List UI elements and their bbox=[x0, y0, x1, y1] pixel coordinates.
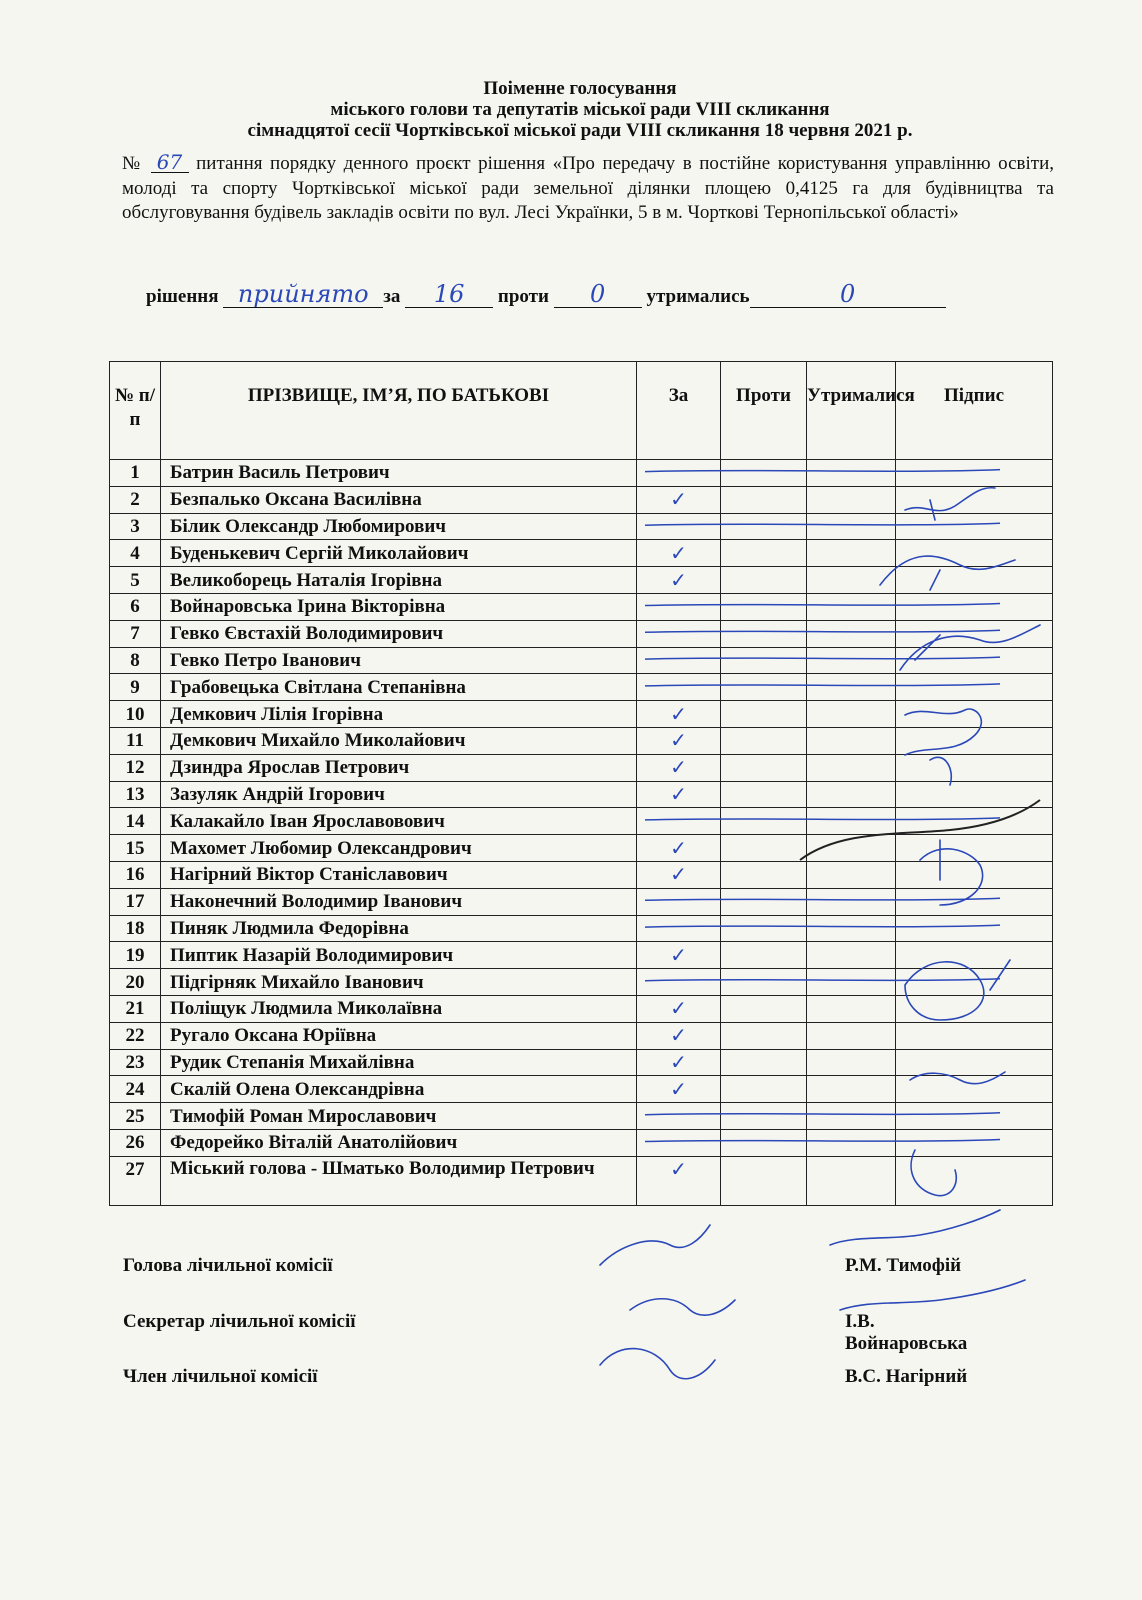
vote-against-cell bbox=[721, 915, 807, 942]
decision-value: прийнято bbox=[237, 280, 369, 308]
signature-cell bbox=[896, 701, 1053, 728]
row-number: 15 bbox=[110, 835, 161, 862]
check-mark: ✓ bbox=[670, 487, 687, 512]
row-number: 5 bbox=[110, 567, 161, 594]
table-row bbox=[110, 969, 1053, 996]
member-name: Рудик Степанія Михайлівна bbox=[161, 1049, 637, 1076]
member-name: Войнаровська Ірина Вікторівна bbox=[161, 593, 637, 620]
row-number: 23 bbox=[110, 1049, 161, 1076]
member-name: Поліщук Людмила Миколаївна bbox=[161, 995, 637, 1022]
signature-cell bbox=[896, 781, 1053, 808]
signature-cell bbox=[896, 1103, 1053, 1130]
vote-against-cell bbox=[721, 808, 807, 835]
vote-for-cell bbox=[637, 513, 721, 540]
vote-for-cell bbox=[637, 460, 721, 487]
signature-cell bbox=[896, 486, 1053, 513]
vote-against-cell bbox=[721, 888, 807, 915]
vote-abstain-cell bbox=[807, 593, 896, 620]
signature-cell bbox=[896, 593, 1053, 620]
vote-for-cell bbox=[637, 995, 721, 1022]
row-number: 3 bbox=[110, 513, 161, 540]
vote-abstain-cell bbox=[807, 674, 896, 701]
abstain-value-field bbox=[750, 280, 946, 308]
signature-cell bbox=[896, 995, 1053, 1022]
commission-member-name: В.С. Нагірний bbox=[845, 1366, 968, 1387]
heading-line-1: Поіменне голосування bbox=[483, 78, 677, 99]
row-number: 11 bbox=[110, 727, 161, 754]
vote-against-cell bbox=[721, 727, 807, 754]
vote-against-cell bbox=[721, 835, 807, 862]
check-mark: ✓ bbox=[670, 755, 687, 780]
member-name: Демкович Михайло Миколайович bbox=[161, 727, 637, 754]
header-name: ПРІЗВИЩЕ, ІМ’Я, ПО БАТЬКОВІ bbox=[161, 362, 637, 460]
vote-abstain-cell bbox=[807, 486, 896, 513]
member-name: Демкович Лілія Ігорівна bbox=[161, 701, 637, 728]
commission-role: Голова лічильної комісії bbox=[123, 1255, 333, 1276]
vote-abstain-cell bbox=[807, 1156, 896, 1205]
vote-against-cell bbox=[721, 593, 807, 620]
table-row bbox=[110, 1022, 1053, 1049]
check-mark: ✓ bbox=[670, 701, 687, 726]
member-name: Тимофій Роман Мирославович bbox=[161, 1103, 637, 1130]
vote-abstain-cell bbox=[807, 754, 896, 781]
vote-against-cell bbox=[721, 861, 807, 888]
check-mark: ✓ bbox=[670, 540, 687, 565]
vote-abstain-cell bbox=[807, 781, 896, 808]
vote-for-cell bbox=[637, 781, 721, 808]
row-number: 22 bbox=[110, 1022, 161, 1049]
row-number: 10 bbox=[110, 701, 161, 728]
table-row bbox=[110, 861, 1053, 888]
vote-for-cell bbox=[637, 1022, 721, 1049]
table-row bbox=[110, 1129, 1053, 1156]
table-row bbox=[110, 1076, 1053, 1103]
signature-cell bbox=[896, 620, 1053, 647]
vote-abstain-cell bbox=[807, 888, 896, 915]
table-row bbox=[110, 1103, 1053, 1130]
for-value-field bbox=[405, 280, 493, 308]
member-name: Скалій Олена Олександрівна bbox=[161, 1076, 637, 1103]
vote-for-cell bbox=[637, 888, 721, 915]
against-label: проти bbox=[497, 286, 549, 307]
member-name: Буденькевич Сергій Миколайович bbox=[161, 540, 637, 567]
member-name: Наконечний Володимир Іванович bbox=[161, 888, 637, 915]
vote-abstain-cell bbox=[807, 942, 896, 969]
vote-for-cell bbox=[637, 727, 721, 754]
vote-for-cell bbox=[637, 754, 721, 781]
table-row bbox=[110, 674, 1053, 701]
vote-abstain-cell bbox=[807, 727, 896, 754]
table-row bbox=[110, 888, 1053, 915]
against-value-field bbox=[554, 280, 642, 308]
document-heading bbox=[110, 78, 1050, 141]
row-number: 6 bbox=[110, 593, 161, 620]
for-value: 16 bbox=[433, 280, 465, 308]
signature-cell bbox=[896, 567, 1053, 594]
row-number: 2 bbox=[110, 486, 161, 513]
vote-against-cell bbox=[721, 1103, 807, 1130]
vote-for-cell bbox=[637, 942, 721, 969]
vote-abstain-cell bbox=[807, 701, 896, 728]
check-mark: ✓ bbox=[670, 1023, 687, 1048]
vote-for-cell bbox=[637, 1076, 721, 1103]
signature-cell bbox=[896, 1156, 1053, 1205]
vote-for-cell bbox=[637, 1129, 721, 1156]
vote-for-cell bbox=[637, 567, 721, 594]
commission-member-name: Р.М. Тимофій bbox=[845, 1255, 962, 1276]
check-mark: ✓ bbox=[670, 942, 687, 967]
member-name: Батрин Василь Петрович bbox=[161, 460, 637, 487]
member-name: Махомет Любомир Олександрович bbox=[161, 835, 637, 862]
row-number: 27 bbox=[110, 1156, 161, 1205]
signature-cell bbox=[896, 1129, 1053, 1156]
table-row bbox=[110, 915, 1053, 942]
question-number-handwritten: 67 bbox=[151, 152, 189, 173]
vote-for-cell bbox=[637, 674, 721, 701]
header-for: За bbox=[637, 362, 721, 460]
check-mark: ✓ bbox=[670, 728, 687, 753]
member-name: Великоборець Наталія Ігорівна bbox=[161, 567, 637, 594]
table-row bbox=[110, 460, 1053, 487]
vote-against-cell bbox=[721, 995, 807, 1022]
vote-against-cell bbox=[721, 540, 807, 567]
row-number: 20 bbox=[110, 969, 161, 996]
check-mark: ✓ bbox=[670, 567, 687, 592]
commission-row bbox=[123, 1311, 993, 1354]
vote-abstain-cell bbox=[807, 835, 896, 862]
member-name: Підгірняк Михайло Іванович bbox=[161, 969, 637, 996]
signature-stroke bbox=[830, 1210, 1000, 1245]
vote-for-cell bbox=[637, 593, 721, 620]
vote-against-cell bbox=[721, 781, 807, 808]
vote-abstain-cell bbox=[807, 1129, 896, 1156]
row-number: 12 bbox=[110, 754, 161, 781]
commission-role: Секретар лічильної комісії bbox=[123, 1311, 356, 1332]
vote-against-cell bbox=[721, 513, 807, 540]
signature-cell bbox=[896, 727, 1053, 754]
vote-for-cell bbox=[637, 620, 721, 647]
commission-member-name: І.В. Войнаровська bbox=[845, 1311, 968, 1354]
member-name: Зазуляк Андрій Ігорович bbox=[161, 781, 637, 808]
vote-against-cell bbox=[721, 942, 807, 969]
signature-cell bbox=[896, 1076, 1053, 1103]
table-row bbox=[110, 808, 1053, 835]
member-name: Ругало Оксана Юріївна bbox=[161, 1022, 637, 1049]
member-name: Безпалько Оксана Василівна bbox=[161, 486, 637, 513]
question-number-prefix: № bbox=[122, 153, 143, 174]
member-name: Міський голова - Шматько Володимир Петрович bbox=[161, 1156, 637, 1205]
signature-cell bbox=[896, 460, 1053, 487]
vote-abstain-cell bbox=[807, 861, 896, 888]
header-against: Проти bbox=[721, 362, 807, 460]
signature-cell bbox=[896, 915, 1053, 942]
table-row bbox=[110, 1156, 1053, 1205]
row-number: 13 bbox=[110, 781, 161, 808]
vote-abstain-cell bbox=[807, 540, 896, 567]
table-row bbox=[110, 486, 1053, 513]
member-name: Гевко Петро Іванович bbox=[161, 647, 637, 674]
commission-row bbox=[123, 1366, 993, 1390]
header-abstain: Утрималися bbox=[807, 362, 896, 460]
row-number: 14 bbox=[110, 808, 161, 835]
signature-cell bbox=[896, 513, 1053, 540]
vote-for-cell bbox=[637, 1156, 721, 1205]
decision-value-field bbox=[223, 280, 383, 308]
row-number: 21 bbox=[110, 995, 161, 1022]
vote-abstain-cell bbox=[807, 620, 896, 647]
vote-for-cell bbox=[637, 701, 721, 728]
vote-against-cell bbox=[721, 701, 807, 728]
vote-for-cell bbox=[637, 861, 721, 888]
vote-abstain-cell bbox=[807, 1076, 896, 1103]
commission-row bbox=[123, 1255, 993, 1279]
abstain-label: утримались bbox=[646, 286, 750, 307]
row-number: 7 bbox=[110, 620, 161, 647]
row-number: 4 bbox=[110, 540, 161, 567]
vote-table bbox=[109, 361, 1053, 1206]
vote-against-cell bbox=[721, 1049, 807, 1076]
vote-abstain-cell bbox=[807, 995, 896, 1022]
table-row bbox=[110, 593, 1053, 620]
signature-cell bbox=[896, 861, 1053, 888]
table-header-row bbox=[110, 362, 1053, 460]
vote-against-cell bbox=[721, 674, 807, 701]
table-row bbox=[110, 1049, 1053, 1076]
vote-against-cell bbox=[721, 567, 807, 594]
vote-for-cell bbox=[637, 969, 721, 996]
signature-cell bbox=[896, 888, 1053, 915]
against-value: 0 bbox=[590, 280, 606, 308]
signature-cell bbox=[896, 808, 1053, 835]
table-row bbox=[110, 942, 1053, 969]
member-name: Гевко Євстахій Володимирович bbox=[161, 620, 637, 647]
check-mark: ✓ bbox=[670, 1049, 687, 1074]
vote-for-cell bbox=[637, 647, 721, 674]
table-row bbox=[110, 781, 1053, 808]
signature-cell bbox=[896, 942, 1053, 969]
vote-against-cell bbox=[721, 460, 807, 487]
vote-abstain-cell bbox=[807, 969, 896, 996]
signature-cell bbox=[896, 674, 1053, 701]
decision-line bbox=[146, 280, 1046, 313]
heading-line-3: сімнадцятої сесії Чортківської міської ради VIII скликання 18 червня 2021 р. bbox=[247, 120, 913, 141]
vote-against-cell bbox=[721, 486, 807, 513]
question-text: питання порядку денного проєкт рішення «Про передачу в постійне користування управлінню освіти, молоді та спорту Чортківської міської ради земельної ділянки площею 0,4125 га для будівництва та обслуговування будівель закладів освіти по вул. Лесі Українки, 5 в м. Чорткові Тернопільської області» bbox=[122, 153, 1055, 223]
heading-line-2: міського голови та депутатів міської ради VIII скликання bbox=[330, 99, 830, 120]
vote-against-cell bbox=[721, 1156, 807, 1205]
table-row bbox=[110, 727, 1053, 754]
vote-against-cell bbox=[721, 1076, 807, 1103]
vote-abstain-cell bbox=[807, 1103, 896, 1130]
vote-abstain-cell bbox=[807, 513, 896, 540]
vote-for-cell bbox=[637, 540, 721, 567]
signature-cell bbox=[896, 835, 1053, 862]
vote-abstain-cell bbox=[807, 647, 896, 674]
vote-for-cell bbox=[637, 808, 721, 835]
check-mark: ✓ bbox=[670, 862, 687, 887]
table-row bbox=[110, 701, 1053, 728]
member-name: Грабовецька Світлана Степанівна bbox=[161, 674, 637, 701]
row-number: 1 bbox=[110, 460, 161, 487]
row-number: 16 bbox=[110, 861, 161, 888]
header-signature: Підпис bbox=[896, 362, 1053, 460]
for-label: за bbox=[383, 286, 401, 307]
signature-cell bbox=[896, 1049, 1053, 1076]
vote-table-body bbox=[110, 460, 1053, 1206]
member-name: Пиняк Людмила Федорівна bbox=[161, 915, 637, 942]
table-row bbox=[110, 620, 1053, 647]
table-row bbox=[110, 513, 1053, 540]
signature-stroke bbox=[840, 1280, 1025, 1310]
signature-cell bbox=[896, 1022, 1053, 1049]
vote-against-cell bbox=[721, 1022, 807, 1049]
member-name: Федорейко Віталій Анатолійович bbox=[161, 1129, 637, 1156]
signature-cell bbox=[896, 647, 1053, 674]
table-row bbox=[110, 567, 1053, 594]
vote-against-cell bbox=[721, 1129, 807, 1156]
row-number: 17 bbox=[110, 888, 161, 915]
vote-against-cell bbox=[721, 620, 807, 647]
commission-role: Член лічильної комісії bbox=[123, 1366, 318, 1387]
row-number: 24 bbox=[110, 1076, 161, 1103]
vote-abstain-cell bbox=[807, 915, 896, 942]
member-name: Пиптик Назарій Володимирович bbox=[161, 942, 637, 969]
member-name: Дзиндра Ярослав Петрович bbox=[161, 754, 637, 781]
row-number: 18 bbox=[110, 915, 161, 942]
member-name: Калакайло Іван Ярославовович bbox=[161, 808, 637, 835]
vote-against-cell bbox=[721, 647, 807, 674]
table-row bbox=[110, 647, 1053, 674]
vote-abstain-cell bbox=[807, 1049, 896, 1076]
decision-label: рішення bbox=[146, 286, 219, 307]
vote-for-cell bbox=[637, 835, 721, 862]
vote-abstain-cell bbox=[807, 1022, 896, 1049]
check-mark: ✓ bbox=[670, 835, 687, 860]
check-mark: ✓ bbox=[670, 781, 687, 806]
signature-cell bbox=[896, 540, 1053, 567]
check-mark: ✓ bbox=[670, 1076, 687, 1101]
row-number: 9 bbox=[110, 674, 161, 701]
vote-for-cell bbox=[637, 915, 721, 942]
table-row bbox=[110, 995, 1053, 1022]
abstain-value: 0 bbox=[839, 280, 856, 308]
signature-cell bbox=[896, 969, 1053, 996]
row-number: 26 bbox=[110, 1129, 161, 1156]
vote-for-cell bbox=[637, 1049, 721, 1076]
member-name: Нагірний Віктор Станіславович bbox=[161, 861, 637, 888]
vote-abstain-cell bbox=[807, 567, 896, 594]
signature-cell bbox=[896, 754, 1053, 781]
vote-abstain-cell bbox=[807, 460, 896, 487]
vote-against-cell bbox=[721, 969, 807, 996]
table-row bbox=[110, 540, 1053, 567]
vote-for-cell bbox=[637, 486, 721, 513]
header-num: № п/п bbox=[110, 362, 161, 460]
row-number: 8 bbox=[110, 647, 161, 674]
table-row bbox=[110, 754, 1053, 781]
row-number: 19 bbox=[110, 942, 161, 969]
table-row bbox=[110, 835, 1053, 862]
vote-for-cell bbox=[637, 1103, 721, 1130]
vote-against-cell bbox=[721, 754, 807, 781]
check-mark: ✓ bbox=[670, 996, 687, 1021]
row-number: 25 bbox=[110, 1103, 161, 1130]
agenda-question bbox=[122, 152, 1054, 226]
member-name: Білик Олександр Любомирович bbox=[161, 513, 637, 540]
vote-abstain-cell bbox=[807, 808, 896, 835]
check-mark: ✓ bbox=[670, 1156, 687, 1181]
